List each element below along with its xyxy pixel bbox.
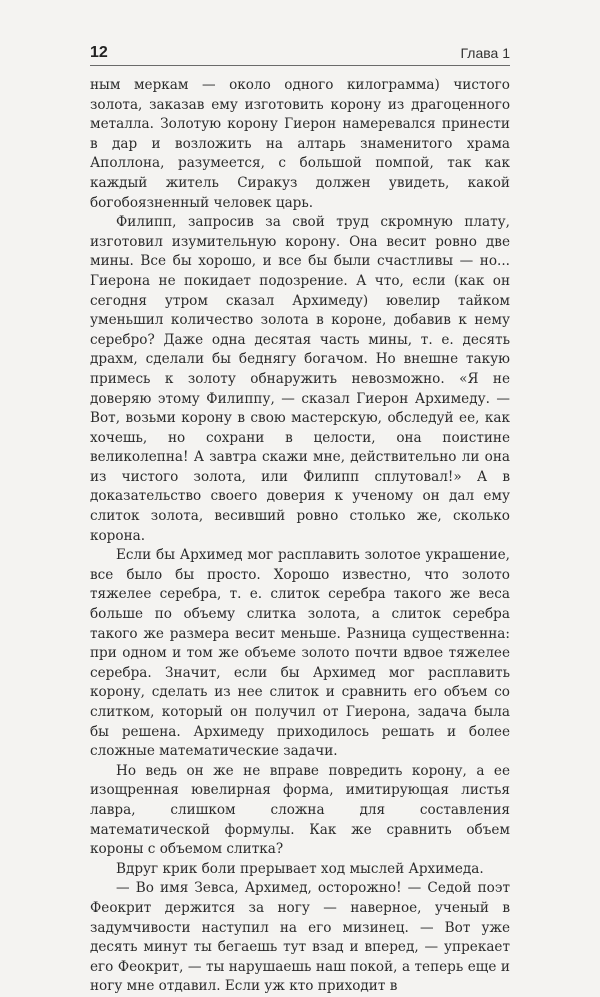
- header-rule: [90, 65, 510, 66]
- paragraph: Но ведь он же не вправе повредить корону, а ее изощренная ювелирная форма, имитирующая листья лавра, слишком сложна для составления математической формулы. Как же сравнить объем короны с объемом слитка?: [90, 762, 510, 858]
- paragraph: Филипп, запросив за свой труд скромную плату, изготовил изумительную корону. Она весит ровно две мины. Все бы хорошо, и все бы были счастливы — но... Гиерона не покидает подозрение. А что, если (как он сегодня утром сказал Архимеду) ювелир тайком уменьшил количество золота в короне, добавив к нему серебро? Даже одна десятая часть мины, т. е. десять драхм, сделали бы беднягу богачом. Но внешне такую примесь к золоту обнаружить невозможно. «Я не доверяю этому Филиппу, — сказал Гиерон Архимеду. — Вот, возьми корону в свою мастерскую, обследуй ее, как хочешь, но сохрани в целости, она поистине великолепна! А завтра скажи мне, действительно ли она из чистого золота, или Филипп сплутовал!» А в доказательство своего доверия к ученому он дал ему слиток золота, весивший ровно столько же, сколько корона.: [90, 214, 510, 544]
- paragraph: — Во имя Зевса, Архимед, осторожно! — Седой поэт Феокрит держится за ногу — наверное, ученый в задумчивости наступил на его мизинец. — Вот уже десять минут ты бегаешь тут взад и вперед, — упрекает его Феокрит, — ты нарушаешь наш покой, а теперь еще и ногу мне отдавил. Если уж кто приходит в: [90, 880, 510, 995]
- paragraph: Вдруг крик боли прерывает ход мыслей Архимеда.: [116, 860, 484, 877]
- paragraph: ным меркам — около одного килограмма) чистого золота, заказав ему изготовить корону из драгоценного металла. Золотую корону Гиерон намеревался принести в дар и возложить на алтарь знаменитого храма Аполлона, разумеется, с большой помпой, так как каждый житель Сиракуз должен увидеть, какой богобоязненный человек царь.: [90, 77, 510, 211]
- paragraph: Если бы Архимед мог расплавить золотое украшение, все было бы просто. Хорошо известно, что золото тяжелее серебра, т. е. слиток серебра такого же веса больше по объему слитка золота, а слиток серебра такого же размера весит меньше. Разница существенна: при одном и том же объеме золото почти вдвое тяжелее серебра. Значит, если бы Архимед мог расплавить корону, сделать из нее слиток и сравнить его объем со слитком, который он получил от Гиерона, задача была бы решена. Архимеду приходилось решать и более сложные математические задачи.: [90, 547, 510, 760]
- body-text: [90, 76, 510, 997]
- chapter-title: Глава 1: [460, 45, 510, 61]
- page-number: 12: [90, 44, 108, 61]
